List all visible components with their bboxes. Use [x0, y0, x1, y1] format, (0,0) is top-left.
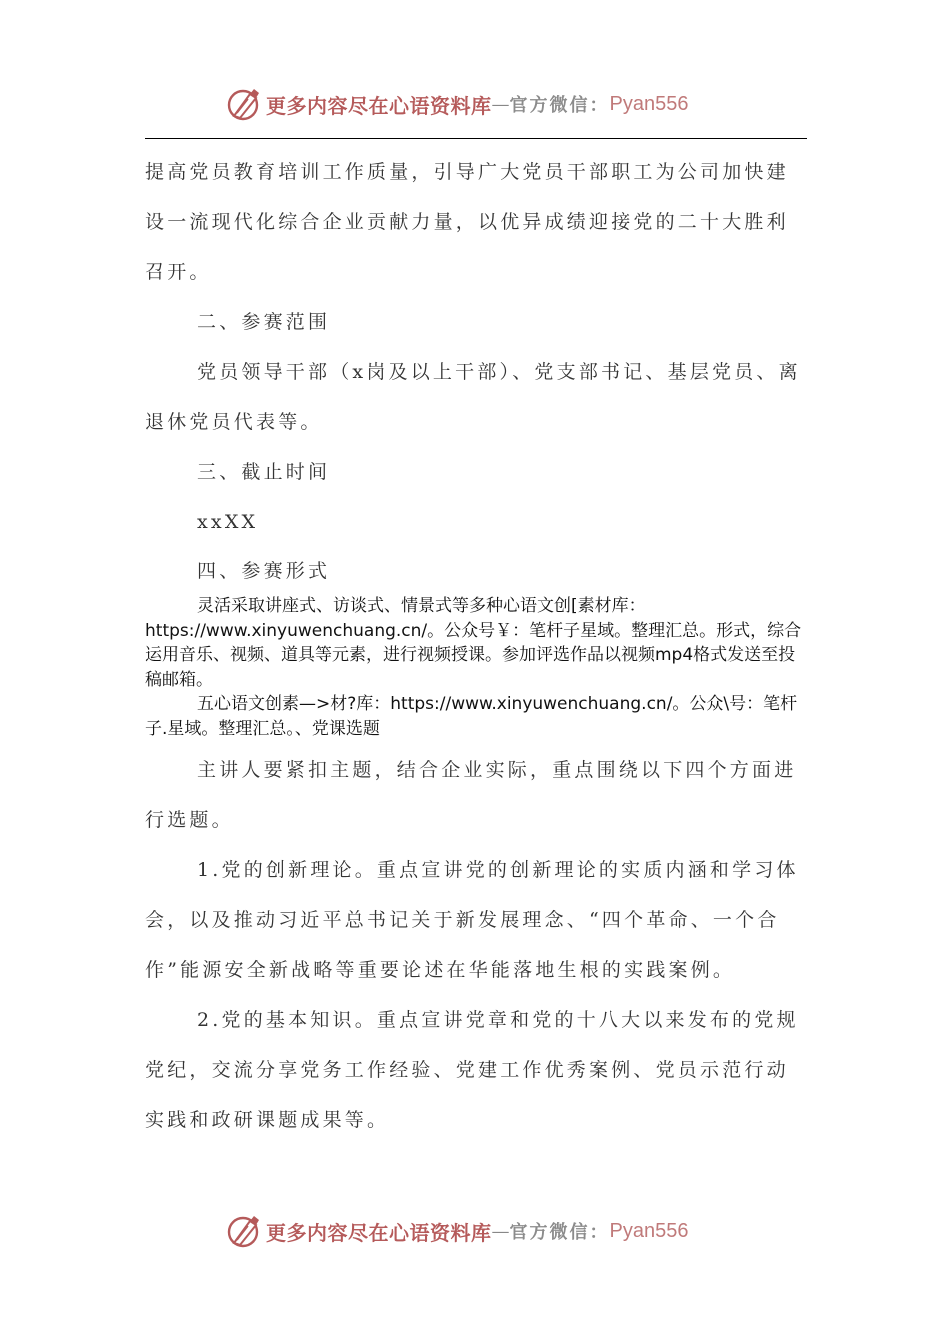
heading-text: 三、截止时间 [197, 461, 331, 483]
section-heading-format [145, 546, 805, 596]
pen-nib-logo-icon [226, 86, 262, 122]
banner-separator: — [491, 93, 510, 115]
paragraph-topic-intro [145, 745, 805, 845]
pen-nib-logo-icon [226, 1213, 262, 1249]
banner-separator: — [491, 1220, 510, 1242]
paragraph-text: 主讲人要紧扣主题，结合企业实际，重点围绕以下四个方面进行选题。 [145, 759, 797, 831]
banner-wechat-id: Pyan556 [609, 1219, 689, 1242]
heading-text: 四、参赛形式 [197, 560, 331, 582]
header-banner [0, 84, 950, 124]
banner-title: 更多内容尽在心语资料库 [266, 93, 492, 118]
paragraph-text: 五心语文创素—>材?库：https://www.xinyuwenchuang.cn/。公众\号：笔杆子.星域。整理汇总。、党课选题 [145, 694, 798, 739]
paragraph-scope [145, 347, 805, 447]
banner-wechat-label: 官方微信： [509, 1222, 610, 1243]
banner-title: 更多内容尽在心语资料库 [266, 1220, 492, 1245]
paragraph-intro [145, 147, 805, 297]
paragraph-format [145, 594, 805, 692]
paragraph-text: xxXX [197, 511, 259, 533]
paragraph-text: 2.党的基本知识。重点宣讲党章和党的十八大以来发布的党规党纪，交流分享党务工作经验、党建工作优秀案例、党员示范行动实践和政研课题成果等。 [145, 1009, 799, 1131]
section-heading-scope [145, 297, 805, 347]
paragraph-text: 灵活采取讲座式、访谈式、情景式等多种心语文创[素材库：https://www.xinyuwenchuang.cn/。公众号￥：笔杆子星域。整理汇总。形式，综合运用音乐、视频、道具等元素，进行视频授课。参加评选作品以视频mp4格式发送至投稿邮箱。 [145, 596, 802, 690]
paragraph-deadline [145, 497, 805, 547]
heading-text: 二、参赛范围 [197, 311, 331, 333]
paragraph-text: 提高党员教育培训工作质量，引导广大党员干部职工为公司加快建设一流现代化综合企业贡献力量，以优异成绩迎接党的二十大胜利召开。 [145, 161, 789, 283]
paragraph-topic-2 [145, 995, 805, 1145]
paragraph-text: 1.党的创新理论。重点宣讲党的创新理论的实质内涵和学习体会，以及推动习近平总书记关于新发展理念、“四个革命、一个合作”能源安全新战略等重要论述在华能落地生根的实践案例。 [145, 859, 799, 981]
paragraph-topic-1 [145, 845, 805, 995]
footer-banner [0, 1211, 950, 1251]
banner-wechat-id: Pyan556 [609, 92, 689, 115]
section-heading-deadline [145, 447, 805, 497]
paragraph-topic-heading [145, 692, 805, 741]
paragraph-text: 党员领导干部（x岗及以上干部）、党支部书记、基层党员、离退休党员代表等。 [145, 361, 801, 433]
header-divider [145, 138, 807, 139]
banner-wechat-label: 官方微信： [509, 95, 610, 116]
